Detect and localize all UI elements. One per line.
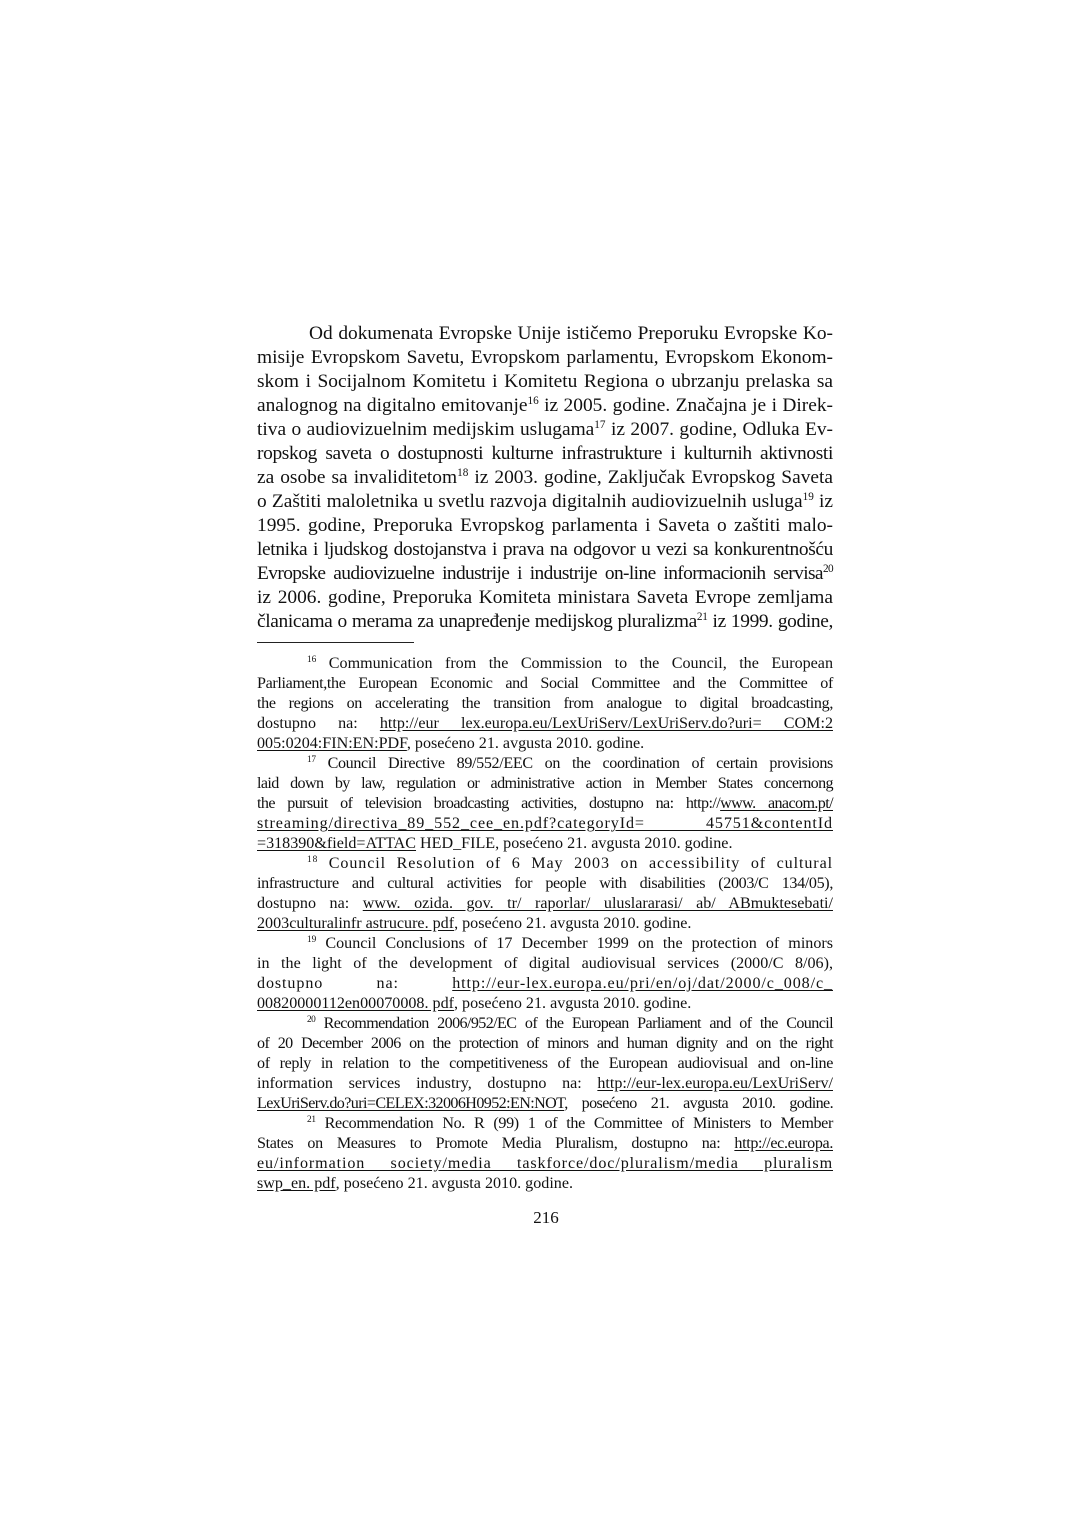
footnote-link[interactable]: eu/information society/media taskforce/doc/pluralism/media pluralism xyxy=(257,1155,833,1172)
footnote-18: $^{18}$ Council Resolution of 6 May 2003 on accessibility of cultural infrastructure and cultural activities for people with disabilities (2003/C 134/05), dostupno na: www. ozida. gov. tr/ raporlar/ uluslararasi/ ab/ ABmuktesebati/ 2003culturalinfr astrucure. pdf, posećeno 21. avgusta 2010. godine. xyxy=(257,855,833,932)
footnote-number: 21 xyxy=(307,1115,316,1126)
footnote-number: 19 xyxy=(307,935,317,946)
footnote-21: $^{21}$ Recommendation No. R (99) 1 of the Committee of Ministers to Member States on Measures to Promote Media Pluralism, dostupno na: http://ec.europa. eu/information society/media taskforce/doc/pluralism/media pluralism swp_en. pdf, posećeno 21. avgusta 2010. godine. xyxy=(257,1115,833,1192)
body-line: članicama o merama za unapređenje medijskog pluralizma$^{21}$ iz 1999. godine, xyxy=(257,611,833,632)
footnote-ref-17[interactable]: 17 xyxy=(594,419,606,432)
body-line: iz 2006. godine, Preporuka Komiteta ministara Saveta Evrope zemljama xyxy=(257,587,833,608)
footnote-link[interactable]: http://eur-lex.europa.eu/pri/en/oj/dat/2000/c_008/c_ xyxy=(452,975,833,992)
footnote-link[interactable]: http://ec.europa. xyxy=(734,1135,833,1152)
body-line: ropskog saveta o dostupnosti kulturne infrastrukture i kulturnih aktivnosti xyxy=(257,443,833,464)
body-line: skom i Socijalnom Komitetu i Komitetu Regiona o ubrzanju prelaska sa xyxy=(257,371,833,392)
footnote-link[interactable]: 005:0204:FIN:EN:PDF xyxy=(257,735,407,752)
document-page xyxy=(257,322,833,1228)
footnote-link[interactable]: www. ozida. gov. tr/ raporlar/ uluslararasi/ ab/ ABmuktesebati/ xyxy=(362,895,833,912)
body-line: za osobe sa invaliditetom$^{18}$ iz 2003. godine, Zaključak Evropskog Saveta xyxy=(257,467,833,488)
footnote-link[interactable]: 00820000112en00070008. pdf xyxy=(257,995,454,1012)
body-line: Od dokumenata Evropske Unije ističemo Preporuku Evropske Ko- xyxy=(309,323,833,344)
body-line: letnika i ljudskog dostojanstva i prava na odgovor u vezi sa konkurentnošću xyxy=(257,539,833,560)
body-line: o Zaštiti maloletnika u svetlu razvoja digitalnih audiovizuelnih usluga$^{19}$ iz xyxy=(257,491,833,512)
footnote-link[interactable]: =318390&field=ATTAC xyxy=(257,835,417,852)
footnote-number: 16 xyxy=(307,655,317,666)
footnote-number: 20 xyxy=(307,1015,316,1026)
footnote-16: $^{16}$ Communication from the Commission to the Council, the European Parliament,the European Economic and Social Committee and the Committee of the regions on accelerating the transition from analogue to digital broadcasting, dostupno na: http://eur lex.europa.eu/LexUriServ/LexUriServ.do?uri= COM:2 005:0204:FIN:EN:PDF, posećeno 21. avgusta 2010. godine. xyxy=(257,655,833,752)
footnote-link[interactable]: www. anacom.pt/ xyxy=(720,795,833,812)
footnote-link[interactable]: LexUriServ.do?uri=CELEX:32006H0952:EN:NOT xyxy=(257,1095,565,1112)
footnote-ref-18[interactable]: 18 xyxy=(457,467,469,480)
footnote-link[interactable]: http://eur lex.europa.eu/LexUriServ/LexUriServ.do?uri= COM:2 xyxy=(379,715,833,732)
page-number: 216 xyxy=(533,1208,559,1227)
body-line: misije Evropskom Savetu, Evropskom parlamentu, Evropskom Ekonom- xyxy=(257,347,833,368)
body-line: 1995. godine, Preporuka Evropskog parlamenta i Saveta o zaštiti malo- xyxy=(257,515,833,536)
footnote-link[interactable]: swp_en. pdf xyxy=(257,1175,336,1192)
body-paragraph xyxy=(257,322,833,634)
footnote-ref-21[interactable]: 21 xyxy=(696,611,708,624)
body-line: tiva o audiovizuelnim medijskim uslugama$^{17}$ iz 2007. godine, Odluka Ev- xyxy=(257,419,833,440)
footnote-number: 17 xyxy=(307,755,316,766)
footnote-link[interactable]: streaming/directiva_89_552_cee_en.pdf?categoryId= 45751&contentId xyxy=(257,815,833,832)
footnote-link[interactable]: http://eur-lex.europa.eu/LexUriServ/ xyxy=(597,1075,833,1092)
footnote-ref-16[interactable]: 16 xyxy=(527,395,539,408)
body-line: Evropske audiovizuelne industrije i industrije on-line informacionih servisa$^{20}$ xyxy=(257,563,833,584)
footnote-link[interactable]: 2003culturalinfr astrucure. pdf xyxy=(257,915,455,932)
footnote-ref-20[interactable]: 20 xyxy=(822,563,833,576)
footnote-separator xyxy=(257,642,414,643)
footnotes xyxy=(257,654,833,1194)
footnote-19: $^{19}$ Council Conclusions of 17 December 1999 on the protection of minors in the light of the development of digital audiovisual services (2000/C 8/06), dostupno na: http://eur-lex.europa.eu/pri/en/oj/dat/2000/c_008/c_ 00820000112en00070008. pdf, posećeno 21. avgusta 2010. godine. xyxy=(257,935,833,1012)
footnote-20: $^{20}$ Recommendation 2006/952/EC of the European Parliament and of the Council of 20 December 2006 on the protection of minors and human dignity and on the right of reply in relation to the competitiveness of the European audiovisual and on-line information services industry, dostupno na: http://eur-lex.europa.eu/LexUriServ/ LexUriServ.do?uri=CELEX:32006H0952:EN:NOT, posećeno 21. avgusta 2010. godine. xyxy=(257,1015,833,1112)
footnote-17: $^{17}$ Council Directive 89/552/EEC on the coordination of certain provisions laid down by law, regulation or administrative action in Member States concernong the pursuit of television broadcasting activities, dostupno na: http://www. anacom.pt/ streaming/directiva_89_552_cee_en.pdf?categoryId= 45751&contentId =318390&field=ATTAC HED_FILE, posećeno 21. avgusta 2010. godine. xyxy=(257,755,833,852)
footnote-number: 18 xyxy=(307,855,319,866)
footnote-ref-19[interactable]: 19 xyxy=(802,491,814,504)
body-line: analognog na digitalno emitovanje$^{16}$ iz 2005. godine. Značajna je i Direk- xyxy=(257,395,833,416)
